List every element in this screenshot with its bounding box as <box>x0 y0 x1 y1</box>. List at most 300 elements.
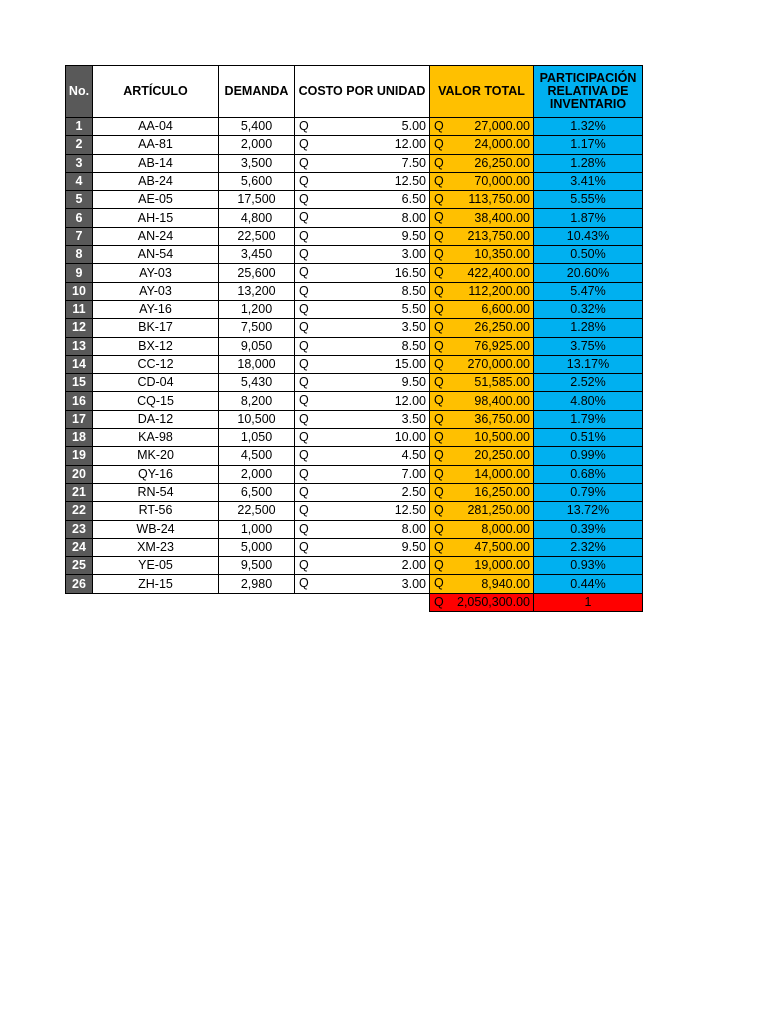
currency-symbol: Q <box>299 173 309 188</box>
cell-articulo[interactable]: AN-54 <box>93 246 219 264</box>
currency-symbol: Q <box>299 448 309 463</box>
valor-value: 70,000.00 <box>474 174 530 189</box>
cell-demanda[interactable]: 18,000 <box>219 355 295 373</box>
currency-symbol: Q <box>299 119 309 133</box>
currency-symbol: Q <box>299 265 309 280</box>
currency-symbol: Q <box>434 448 444 463</box>
cell-demanda[interactable]: 9,500 <box>219 557 295 575</box>
inventory-table <box>65 65 643 612</box>
table-row <box>66 557 643 575</box>
costo-value: 8.00 <box>401 521 426 536</box>
cell-articulo[interactable]: CD-04 <box>93 374 219 392</box>
header-valor-total[interactable]: VALOR TOTAL <box>430 66 534 118</box>
cell-demanda[interactable]: 25,600 <box>219 264 295 282</box>
currency-symbol: Q <box>299 155 309 170</box>
cell-no[interactable]: 7 <box>66 227 93 245</box>
total-blank <box>93 593 219 611</box>
cell-articulo[interactable]: AB-24 <box>93 172 219 190</box>
cell-no[interactable]: 8 <box>66 246 93 264</box>
currency-symbol: Q <box>299 393 309 408</box>
currency-symbol: Q <box>299 539 309 554</box>
currency-symbol: Q <box>434 265 444 280</box>
cell-valor-total[interactable] <box>430 538 534 556</box>
cell-costo[interactable] <box>295 520 430 538</box>
currency-symbol: Q <box>299 320 309 335</box>
cell-no[interactable]: 13 <box>66 337 93 355</box>
table-row <box>66 538 643 556</box>
valor-value: 26,250.00 <box>474 320 530 335</box>
currency-symbol: Q <box>434 576 444 591</box>
cell-demanda[interactable]: 1,050 <box>219 429 295 447</box>
cell-demanda[interactable]: 1,200 <box>219 300 295 318</box>
cell-demanda[interactable]: 22,500 <box>219 502 295 520</box>
cell-no[interactable]: 19 <box>66 447 93 465</box>
valor-value: 20,250.00 <box>474 448 530 463</box>
currency-symbol: Q <box>434 210 444 225</box>
cell-valor-total[interactable] <box>430 337 534 355</box>
cell-no[interactable]: 12 <box>66 319 93 337</box>
cell-articulo[interactable]: CQ-15 <box>93 392 219 410</box>
cell-costo[interactable] <box>295 538 430 556</box>
cell-costo[interactable] <box>295 118 430 136</box>
currency-symbol: Q <box>434 301 444 316</box>
currency-symbol: Q <box>434 430 444 445</box>
cell-costo[interactable] <box>295 429 430 447</box>
cell-valor-total[interactable] <box>430 227 534 245</box>
cell-articulo[interactable]: AH-15 <box>93 209 219 227</box>
cell-demanda[interactable]: 22,500 <box>219 227 295 245</box>
cell-costo[interactable] <box>295 191 430 209</box>
valor-value: 6,600.00 <box>481 302 530 317</box>
valor-value: 27,000.00 <box>474 119 530 134</box>
cell-no[interactable]: 21 <box>66 483 93 501</box>
cell-costo[interactable] <box>295 136 430 154</box>
cell-no[interactable]: 3 <box>66 154 93 172</box>
cell-costo[interactable] <box>295 575 430 593</box>
cell-demanda[interactable]: 1,000 <box>219 520 295 538</box>
valor-value: 98,400.00 <box>474 393 530 408</box>
table-row <box>66 300 643 318</box>
cell-participacion[interactable]: 0.39% <box>534 520 643 538</box>
costo-value: 3.00 <box>401 247 426 262</box>
cell-participacion[interactable]: 3.75% <box>534 337 643 355</box>
valor-value: 36,750.00 <box>474 411 530 426</box>
currency-symbol: Q <box>299 521 309 536</box>
currency-symbol: Q <box>434 155 444 170</box>
table-row <box>66 483 643 501</box>
total-participacion[interactable]: 1 <box>534 593 643 611</box>
cell-articulo[interactable]: BK-17 <box>93 319 219 337</box>
cell-participacion[interactable]: 0.50% <box>534 246 643 264</box>
valor-value: 8,940.00 <box>481 576 530 591</box>
cell-articulo[interactable]: QY-16 <box>93 465 219 483</box>
cell-articulo[interactable]: YE-05 <box>93 557 219 575</box>
table-row <box>66 118 643 136</box>
cell-participacion[interactable]: 1.28% <box>534 319 643 337</box>
currency-symbol: Q <box>299 558 309 573</box>
cell-no[interactable]: 22 <box>66 502 93 520</box>
currency-symbol: Q <box>434 503 444 518</box>
cell-participacion[interactable]: 1.17% <box>534 136 643 154</box>
cell-costo[interactable] <box>295 282 430 300</box>
currency-symbol: Q <box>434 484 444 499</box>
table-row <box>66 191 643 209</box>
currency-symbol: Q <box>299 466 309 481</box>
valor-value: 422,400.00 <box>467 265 530 280</box>
cell-costo[interactable] <box>295 502 430 520</box>
currency-symbol: Q <box>299 210 309 225</box>
cell-no[interactable]: 5 <box>66 191 93 209</box>
cell-valor-total[interactable] <box>430 191 534 209</box>
cell-valor-total[interactable] <box>430 410 534 428</box>
cell-participacion[interactable]: 5.55% <box>534 191 643 209</box>
cell-no[interactable]: 15 <box>66 374 93 392</box>
cell-no[interactable]: 11 <box>66 300 93 318</box>
table-row <box>66 410 643 428</box>
cell-costo[interactable] <box>295 483 430 501</box>
cell-articulo[interactable]: BX-12 <box>93 337 219 355</box>
cell-participacion[interactable]: 0.44% <box>534 575 643 593</box>
cell-valor-total[interactable] <box>430 246 534 264</box>
cell-articulo[interactable]: XM-23 <box>93 538 219 556</box>
cell-costo[interactable] <box>295 465 430 483</box>
costo-value: 3.50 <box>401 411 426 426</box>
cell-valor-total[interactable] <box>430 392 534 410</box>
header-costo[interactable]: COSTO POR UNIDAD <box>295 66 430 118</box>
cell-participacion[interactable]: 1.28% <box>534 154 643 172</box>
table-row <box>66 172 643 190</box>
cell-costo[interactable] <box>295 172 430 190</box>
valor-value: 113,750.00 <box>468 192 530 207</box>
costo-value: 2.50 <box>401 485 426 500</box>
currency-symbol: Q <box>299 192 309 207</box>
header-row <box>66 66 643 118</box>
cell-demanda[interactable]: 5,430 <box>219 374 295 392</box>
table-row <box>66 447 643 465</box>
valor-value: 51,585.00 <box>474 375 530 390</box>
cell-demanda[interactable]: 3,500 <box>219 154 295 172</box>
cell-valor-total[interactable] <box>430 483 534 501</box>
costo-value: 10.00 <box>394 430 426 445</box>
currency-symbol: Q <box>434 356 444 371</box>
costo-value: 5.50 <box>401 302 426 317</box>
cell-articulo[interactable]: AE-05 <box>93 191 219 209</box>
costo-value: 9.50 <box>401 375 426 390</box>
table-row <box>66 520 643 538</box>
valor-value: 24,000.00 <box>474 137 530 152</box>
table-row <box>66 227 643 245</box>
table-row <box>66 209 643 227</box>
table-row <box>66 374 643 392</box>
currency-symbol: Q <box>434 539 444 554</box>
costo-value: 4.50 <box>401 448 426 463</box>
cell-articulo[interactable]: DA-12 <box>93 410 219 428</box>
cell-participacion[interactable]: 1.87% <box>534 209 643 227</box>
cell-valor-total[interactable] <box>430 172 534 190</box>
header-participacion[interactable]: PARTICIPACIÓN RELATIVA DE INVENTARIO <box>534 66 643 118</box>
cell-no[interactable]: 14 <box>66 355 93 373</box>
cell-participacion[interactable]: 5.47% <box>534 282 643 300</box>
currency-symbol: Q <box>434 393 444 408</box>
costo-value: 8.50 <box>401 283 426 298</box>
table-row <box>66 575 643 593</box>
cell-valor-total[interactable] <box>430 429 534 447</box>
cell-no[interactable]: 9 <box>66 264 93 282</box>
costo-value: 8.50 <box>401 338 426 353</box>
cell-costo[interactable] <box>295 355 430 373</box>
valor-value: 281,250.00 <box>467 503 530 518</box>
valor-value: 19,000.00 <box>474 558 530 573</box>
cell-valor-total[interactable] <box>430 557 534 575</box>
cell-demanda[interactable]: 4,500 <box>219 447 295 465</box>
valor-value: 14,000.00 <box>474 466 530 481</box>
cell-valor-total[interactable] <box>430 300 534 318</box>
cell-articulo[interactable]: AY-03 <box>93 282 219 300</box>
currency-symbol: Q <box>299 576 309 591</box>
cell-articulo[interactable]: WB-24 <box>93 520 219 538</box>
cell-costo[interactable] <box>295 264 430 282</box>
cell-articulo[interactable]: ZH-15 <box>93 575 219 593</box>
costo-value: 7.50 <box>401 155 426 170</box>
currency-symbol: Q <box>434 192 444 207</box>
total-valor-cell[interactable] <box>430 593 534 611</box>
cell-participacion[interactable]: 0.79% <box>534 483 643 501</box>
currency-symbol: Q <box>299 247 309 262</box>
cell-costo[interactable] <box>295 246 430 264</box>
cell-demanda[interactable]: 17,500 <box>219 191 295 209</box>
cell-participacion[interactable]: 4.80% <box>534 392 643 410</box>
table-row <box>66 465 643 483</box>
valor-value: 112,200.00 <box>468 283 530 298</box>
cell-costo[interactable] <box>295 374 430 392</box>
cell-no[interactable]: 23 <box>66 520 93 538</box>
valor-value: 16,250.00 <box>474 485 530 500</box>
table-row <box>66 246 643 264</box>
cell-costo[interactable] <box>295 209 430 227</box>
valor-value: 270,000.00 <box>467 357 530 371</box>
cell-valor-total[interactable] <box>430 154 534 172</box>
cell-valor-total[interactable] <box>430 264 534 282</box>
currency-symbol: Q <box>299 301 309 316</box>
cell-participacion[interactable]: 20.60% <box>534 264 643 282</box>
cell-articulo[interactable]: AA-04 <box>93 118 219 136</box>
cell-articulo[interactable]: RN-54 <box>93 483 219 501</box>
cell-valor-total[interactable] <box>430 575 534 593</box>
currency-symbol: Q <box>299 484 309 499</box>
valor-value: 213,750.00 <box>467 228 530 243</box>
currency-symbol: Q <box>434 521 444 536</box>
cell-demanda[interactable]: 7,500 <box>219 319 295 337</box>
cell-demanda[interactable]: 9,050 <box>219 337 295 355</box>
cell-no[interactable]: 16 <box>66 392 93 410</box>
cell-articulo[interactable]: KA-98 <box>93 429 219 447</box>
cell-no[interactable]: 25 <box>66 557 93 575</box>
cell-no[interactable]: 17 <box>66 410 93 428</box>
cell-no[interactable]: 4 <box>66 172 93 190</box>
cell-demanda[interactable]: 5,000 <box>219 538 295 556</box>
cell-articulo[interactable]: AY-03 <box>93 264 219 282</box>
cell-no[interactable]: 26 <box>66 575 93 593</box>
currency-symbol: Q <box>299 430 309 445</box>
header-demanda[interactable]: DEMANDA <box>219 66 295 118</box>
cell-no[interactable]: 6 <box>66 209 93 227</box>
currency-symbol: Q <box>434 375 444 390</box>
cell-costo[interactable] <box>295 319 430 337</box>
valor-value: 10,500.00 <box>474 430 530 445</box>
currency-symbol: Q <box>434 594 444 609</box>
cell-demanda[interactable]: 6,500 <box>219 483 295 501</box>
currency-symbol: Q <box>434 283 444 298</box>
cell-valor-total[interactable] <box>430 319 534 337</box>
cell-demanda[interactable]: 10,500 <box>219 410 295 428</box>
currency-symbol: Q <box>434 228 444 243</box>
cell-articulo[interactable]: AA-81 <box>93 136 219 154</box>
cell-participacion[interactable]: 0.68% <box>534 465 643 483</box>
cell-costo[interactable] <box>295 154 430 172</box>
cell-valor-total[interactable] <box>430 355 534 373</box>
currency-symbol: Q <box>434 119 444 133</box>
costo-value: 7.00 <box>401 466 426 481</box>
cell-valor-total[interactable] <box>430 136 534 154</box>
currency-symbol: Q <box>434 137 444 152</box>
cell-no[interactable]: 10 <box>66 282 93 300</box>
cell-articulo[interactable]: MK-20 <box>93 447 219 465</box>
cell-no[interactable]: 18 <box>66 429 93 447</box>
cell-no[interactable]: 1 <box>66 118 93 136</box>
cell-articulo[interactable]: AN-24 <box>93 227 219 245</box>
cell-demanda[interactable]: 3,450 <box>219 246 295 264</box>
costo-value: 6.50 <box>401 192 426 207</box>
cell-articulo[interactable]: AY-16 <box>93 300 219 318</box>
currency-symbol: Q <box>434 173 444 188</box>
table-row <box>66 264 643 282</box>
cell-participacion[interactable]: 3.41% <box>534 172 643 190</box>
currency-symbol: Q <box>299 375 309 390</box>
table-body <box>66 118 643 594</box>
table-row <box>66 154 643 172</box>
currency-symbol: Q <box>299 137 309 152</box>
cell-costo[interactable] <box>295 392 430 410</box>
cell-demanda[interactable]: 2,980 <box>219 575 295 593</box>
costo-value: 16.50 <box>394 265 426 280</box>
valor-value: 47,500.00 <box>474 539 530 554</box>
cell-valor-total[interactable] <box>430 118 534 136</box>
cell-demanda[interactable]: 2,000 <box>219 136 295 154</box>
currency-symbol: Q <box>434 411 444 426</box>
table-row <box>66 355 643 373</box>
valor-value: 26,250.00 <box>474 155 530 170</box>
currency-symbol: Q <box>299 411 309 426</box>
total-blank <box>219 593 295 611</box>
cell-participacion[interactable]: 10.43% <box>534 227 643 245</box>
costo-value: 5.00 <box>401 119 426 134</box>
cell-participacion[interactable]: 2.32% <box>534 538 643 556</box>
table-row <box>66 337 643 355</box>
total-blank <box>295 593 430 611</box>
costo-value: 12.00 <box>394 137 426 152</box>
cell-no[interactable]: 24 <box>66 538 93 556</box>
currency-symbol: Q <box>434 558 444 573</box>
cell-valor-total[interactable] <box>430 374 534 392</box>
cell-valor-total[interactable] <box>430 502 534 520</box>
cell-articulo[interactable]: CC-12 <box>93 355 219 373</box>
currency-symbol: Q <box>299 338 309 353</box>
currency-symbol: Q <box>434 466 444 481</box>
cell-participacion[interactable]: 13.17% <box>534 355 643 373</box>
cell-demanda[interactable]: 8,200 <box>219 392 295 410</box>
cell-participacion[interactable]: 13.72% <box>534 502 643 520</box>
cell-costo[interactable] <box>295 337 430 355</box>
table-row <box>66 392 643 410</box>
valor-value: 38,400.00 <box>474 210 530 225</box>
cell-demanda[interactable]: 2,000 <box>219 465 295 483</box>
costo-value: 9.50 <box>401 228 426 243</box>
cell-costo[interactable] <box>295 447 430 465</box>
costo-value: 12.50 <box>394 503 426 518</box>
currency-symbol: Q <box>299 228 309 243</box>
cell-participacion[interactable]: 0.32% <box>534 300 643 318</box>
cell-demanda[interactable]: 5,400 <box>219 118 295 136</box>
costo-value: 15.00 <box>394 357 426 371</box>
cell-costo[interactable] <box>295 557 430 575</box>
cell-valor-total[interactable] <box>430 447 534 465</box>
cell-demanda[interactable]: 13,200 <box>219 282 295 300</box>
cell-valor-total[interactable] <box>430 465 534 483</box>
cell-valor-total[interactable] <box>430 209 534 227</box>
table-row <box>66 429 643 447</box>
currency-symbol: Q <box>434 320 444 335</box>
cell-participacion[interactable]: 2.52% <box>534 374 643 392</box>
cell-valor-total[interactable] <box>430 520 534 538</box>
currency-symbol: Q <box>434 338 444 353</box>
costo-value: 9.50 <box>401 539 426 554</box>
currency-symbol: Q <box>299 283 309 298</box>
cell-participacion[interactable]: 0.51% <box>534 429 643 447</box>
cell-articulo[interactable]: AB-14 <box>93 154 219 172</box>
cell-demanda[interactable]: 4,800 <box>219 209 295 227</box>
table-row <box>66 136 643 154</box>
cell-articulo[interactable]: RT-56 <box>93 502 219 520</box>
costo-value: 8.00 <box>401 210 426 225</box>
total-row <box>66 593 643 611</box>
cell-valor-total[interactable] <box>430 282 534 300</box>
header-no[interactable]: No. <box>66 66 93 118</box>
costo-value: 2.00 <box>401 558 426 573</box>
costo-value: 12.00 <box>394 393 426 408</box>
cell-participacion[interactable]: 0.99% <box>534 447 643 465</box>
valor-value: 76,925.00 <box>474 338 530 353</box>
costo-value: 3.50 <box>401 320 426 335</box>
total-valor: 2,050,300.00 <box>457 594 530 609</box>
cell-costo[interactable] <box>295 300 430 318</box>
currency-symbol: Q <box>434 247 444 262</box>
cell-demanda[interactable]: 5,600 <box>219 172 295 190</box>
currency-symbol: Q <box>299 503 309 518</box>
header-articulo[interactable]: ARTÍCULO <box>93 66 219 118</box>
table-row <box>66 319 643 337</box>
table-row <box>66 502 643 520</box>
cell-costo[interactable] <box>295 410 430 428</box>
cell-no[interactable]: 20 <box>66 465 93 483</box>
currency-symbol: Q <box>299 356 309 371</box>
cell-costo[interactable] <box>295 227 430 245</box>
cell-no[interactable]: 2 <box>66 136 93 154</box>
valor-value: 10,350.00 <box>474 247 530 262</box>
valor-value: 8,000.00 <box>481 521 530 536</box>
cell-participacion[interactable]: 1.32% <box>534 118 643 136</box>
cell-participacion[interactable]: 0.93% <box>534 557 643 575</box>
cell-participacion[interactable]: 1.79% <box>534 410 643 428</box>
